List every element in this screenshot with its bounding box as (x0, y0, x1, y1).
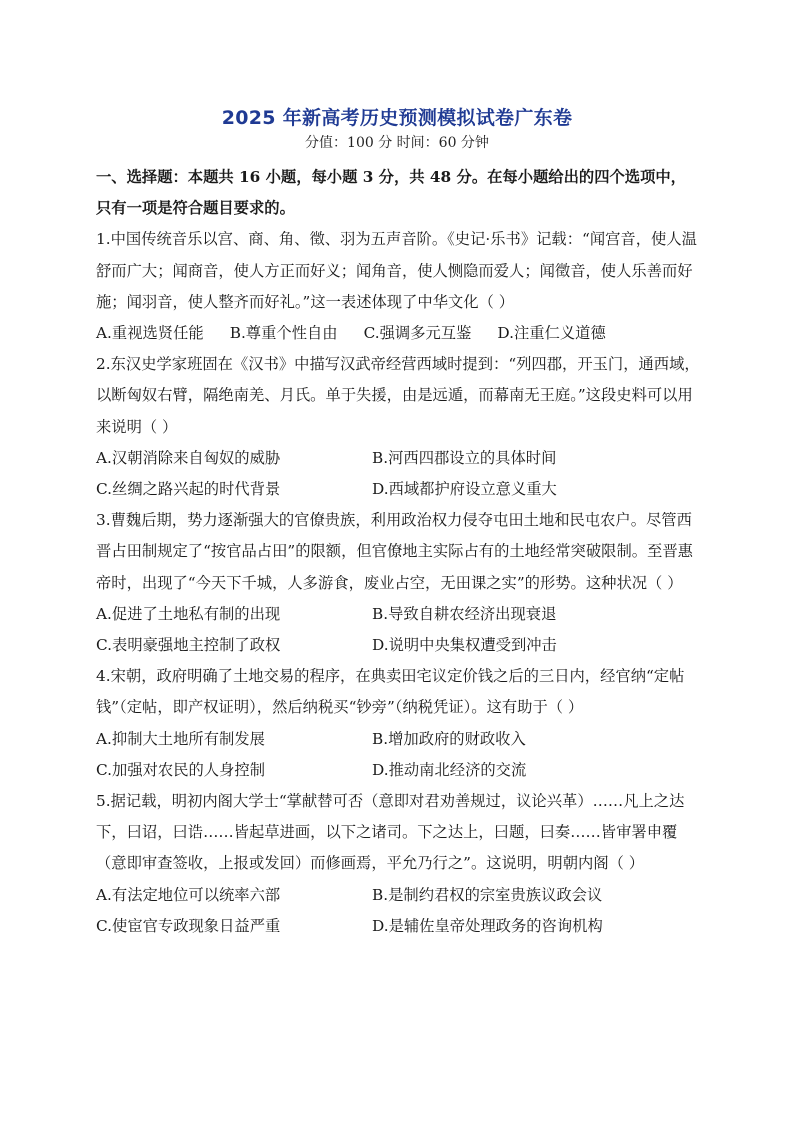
question-1-options (96, 318, 700, 349)
option-b: B.河西四郡设立的具体时间 (372, 448, 557, 467)
option-a: A.抑制大土地所有制发展 (96, 729, 265, 748)
question-5-options-row-1 (96, 880, 700, 911)
question-3-stem: 3.曹魏后期，势力逐渐强大的官僚贵族，利用政治权力侵夺屯田土地和民屯农户。尽管西晋占田制规定了“按官品占田”的限额，但官僚地主实际占有的土地经常突破限制。至晋惠帝时，出现了“今天下千城，人多游食，废业占空，无田课之实”的形势。这种状况（ ） (96, 511, 693, 592)
question-4-stem: 4.宋朝，政府明确了土地交易的程序，在典卖田宅议定价钱之后的三日内，经官纳“定帖钱”（定帖，即产权证明），然后纳税买“钞旁”（纳税凭证）。这有助于（ ） (96, 667, 685, 717)
question-3-options-row-1 (96, 599, 700, 630)
option-c: C.丝绸之路兴起的时代背景 (96, 480, 281, 499)
section-heading: 一、选择题：本题共 16 小题，每小题 3 分，共 48 分。在每小题给出的四个选项中，只有一项是符合题目要求的。 (96, 168, 686, 218)
option-c: C.加强对农民的人身控制 (96, 760, 265, 779)
option-d: D.说明中央集权遭受到冲击 (372, 636, 557, 655)
question-4-options-row-1 (96, 724, 700, 755)
option-c: C.表明豪强地主控制了政权 (96, 636, 281, 655)
question-1-stem: 1.中国传统音乐以宫、商、角、徵、羽为五声音阶。《史记·乐书》记载：“闻宫音，使人温舒而广大；闻商音，使人方正而好义；闻角音，使人恻隐而爱人；闻徵音，使人乐善而好施；闻羽音，使人整齐而好礼。”这一表述体现了中华文化（ ） (96, 230, 697, 311)
option-a: A.汉朝消除来自匈奴的威胁 (96, 448, 281, 467)
option-c: C.强调多元互鉴 (363, 324, 472, 343)
option-a: A.促进了土地私有制的出现 (96, 604, 281, 623)
question-2-options-row-1 (96, 443, 700, 474)
question-2-options-row-2 (96, 474, 700, 505)
option-d: D.注重仁义道德 (497, 324, 606, 343)
option-b: B.是制约君权的宗室贵族议政会议 (372, 885, 603, 904)
option-b: B.导致自耕农经济出现衰退 (372, 604, 557, 623)
option-a: A.有法定地位可以统率六部 (96, 885, 281, 904)
option-b: B.增加政府的财政收入 (372, 729, 526, 748)
option-b: B.尊重个性自由 (229, 324, 338, 343)
question-4-options-row-2 (96, 755, 700, 786)
option-d: D.是辅佐皇帝处理政务的咨询机构 (372, 916, 603, 935)
option-a: A.重视选贤任能 (96, 324, 204, 343)
question-5-stem: 5.据记载，明初内阁大学士“掌献替可否（意即对君劝善规过，议论兴革）……凡上之达下，曰诏，曰诰……皆起草进画，以下之诸司。下之达上，曰题，曰奏……皆审署申覆（意即审查签收，上报或发回）而修画焉，平允乃行之”。这说明，明朝内阁（ ） (96, 792, 685, 873)
exam-info: 分值：100 分 时间：60 分钟 (305, 135, 489, 151)
question-5-options-row-2 (96, 911, 700, 942)
exam-content (96, 162, 700, 942)
question-3-options-row-2 (96, 630, 700, 661)
page-title: 2025 年新高考历史预测模拟试卷广东卷 (221, 107, 573, 129)
question-2-stem: 2.东汉史学家班固在《汉书》中描写汉武帝经营西域时提到：“列四郡，开玉门，通西域，以断匈奴右臂，隔绝南羌、月氏。单于失援，由是远遁，而幕南无王庭。”这段史料可以用来说明（ ） (96, 355, 700, 436)
option-d: D.西域都护府设立意义重大 (372, 480, 557, 499)
option-c: C.使宦官专政现象日益严重 (96, 916, 281, 935)
option-d: D.推动南北经济的交流 (372, 760, 527, 779)
